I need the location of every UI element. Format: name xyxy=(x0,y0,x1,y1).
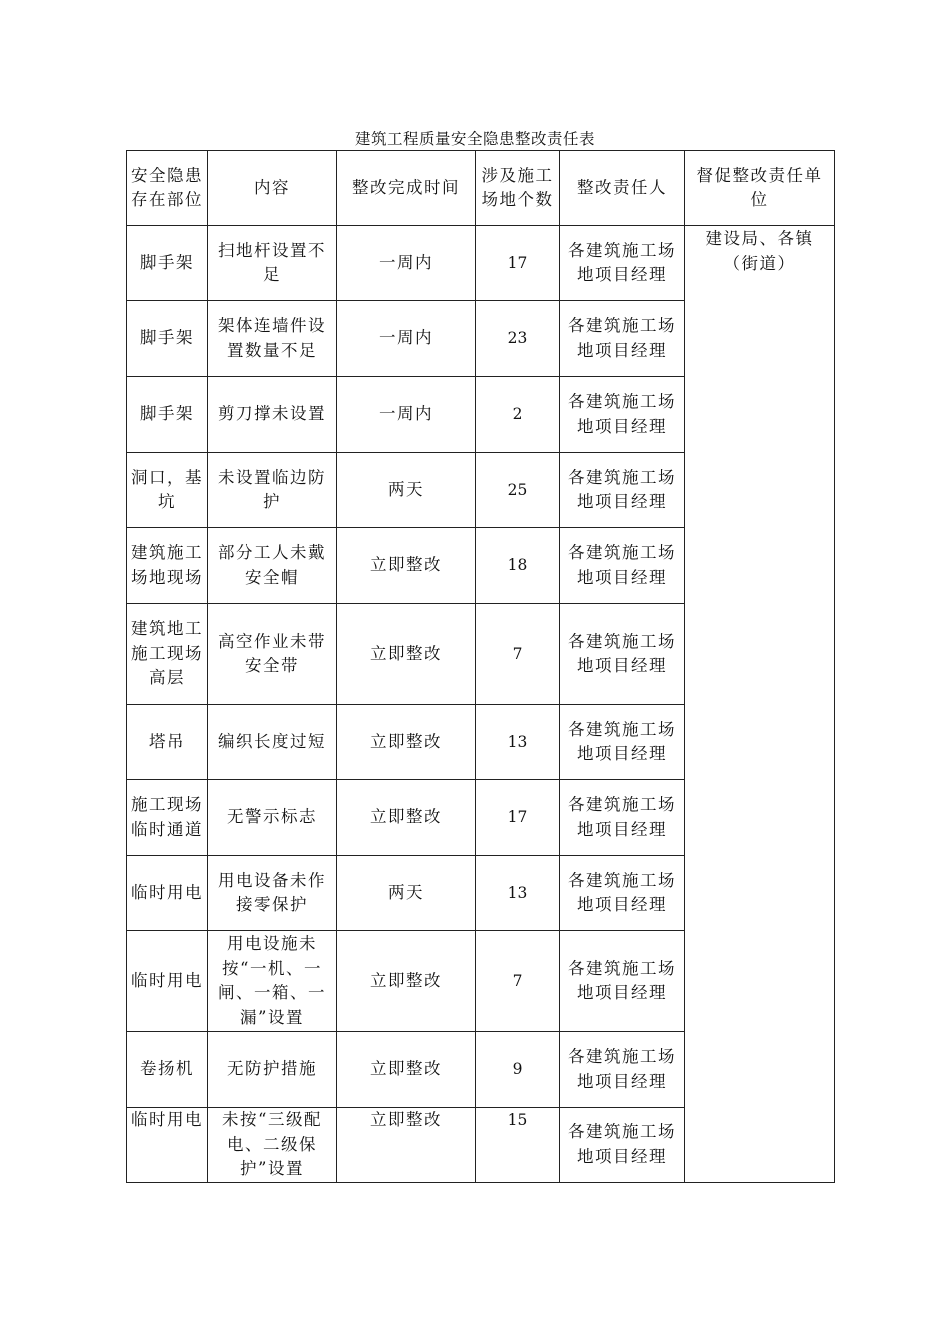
cell-deadline: 一周内 xyxy=(337,226,476,301)
cell-content: 无防护措施 xyxy=(208,1032,337,1108)
cell-site-count: 17 xyxy=(476,780,560,856)
cell-content: 编织长度过短 xyxy=(208,705,337,780)
cell-content: 用电设施未按“一机、一闸、一箱、一漏”设置 xyxy=(208,931,337,1032)
cell-supervising-unit: 建设局、各镇（街道） xyxy=(685,226,835,1183)
table-row xyxy=(127,226,835,301)
cell-location: 脚手架 xyxy=(127,377,208,453)
cell-deadline: 立即整改 xyxy=(337,1108,476,1183)
cell-location: 施工现场临时通道 xyxy=(127,780,208,856)
header-deadline: 整改完成时间 xyxy=(337,151,476,226)
cell-site-count: 18 xyxy=(476,528,560,604)
table-title: 建筑工程质量安全隐患整改责任表 xyxy=(354,130,595,148)
cell-content: 用电设备未作接零保护 xyxy=(208,856,337,931)
cell-content: 部分工人未戴安全帽 xyxy=(208,528,337,604)
cell-deadline: 立即整改 xyxy=(337,528,476,604)
header-supervising-unit: 督促整改责任单位 xyxy=(685,151,835,226)
cell-deadline: 立即整改 xyxy=(337,604,476,705)
cell-responsible: 各建筑施工场地项目经理 xyxy=(560,301,685,377)
cell-location: 建筑地工施工现场高层 xyxy=(127,604,208,705)
cell-deadline: 两天 xyxy=(337,453,476,528)
cell-location: 塔吊 xyxy=(127,705,208,780)
cell-responsible: 各建筑施工场地项目经理 xyxy=(560,705,685,780)
cell-location: 建筑施工场地现场 xyxy=(127,528,208,604)
cell-content: 未设置临边防护 xyxy=(208,453,337,528)
cell-site-count: 15 xyxy=(476,1108,560,1183)
header-site-count: 涉及施工场地个数 xyxy=(476,151,560,226)
cell-location: 脚手架 xyxy=(127,301,208,377)
cell-site-count: 25 xyxy=(476,453,560,528)
cell-responsible: 各建筑施工场地项目经理 xyxy=(560,780,685,856)
cell-deadline: 一周内 xyxy=(337,301,476,377)
cell-location: 临时用电 xyxy=(127,1108,208,1183)
cell-site-count: 2 xyxy=(476,377,560,453)
cell-location: 临时用电 xyxy=(127,931,208,1032)
cell-content: 扫地杆设置不足 xyxy=(208,226,337,301)
cell-site-count: 13 xyxy=(476,856,560,931)
cell-location: 卷扬机 xyxy=(127,1032,208,1108)
cell-responsible: 各建筑施工场地项目经理 xyxy=(560,226,685,301)
cell-deadline: 立即整改 xyxy=(337,780,476,856)
cell-deadline: 立即整改 xyxy=(337,931,476,1032)
cell-responsible: 各建筑施工场地项目经理 xyxy=(560,604,685,705)
cell-content: 架体连墙件设置数量不足 xyxy=(208,301,337,377)
cell-site-count: 23 xyxy=(476,301,560,377)
cell-responsible: 各建筑施工场地项目经理 xyxy=(560,453,685,528)
cell-content: 未按“三级配电、二级保护”设置 xyxy=(208,1108,337,1183)
cell-site-count: 13 xyxy=(476,705,560,780)
cell-deadline: 立即整改 xyxy=(337,705,476,780)
header-row xyxy=(127,151,835,226)
cell-responsible: 各建筑施工场地项目经理 xyxy=(560,931,685,1032)
cell-location: 脚手架 xyxy=(127,226,208,301)
responsibility-table xyxy=(126,150,835,1183)
header-responsible: 整改责任人 xyxy=(560,151,685,226)
cell-site-count: 9 xyxy=(476,1032,560,1108)
header-location: 安全隐患存在部位 xyxy=(127,151,208,226)
cell-content: 剪刀撑未设置 xyxy=(208,377,337,453)
cell-content: 高空作业未带安全带 xyxy=(208,604,337,705)
cell-deadline: 立即整改 xyxy=(337,1032,476,1108)
cell-site-count: 7 xyxy=(476,931,560,1032)
cell-content: 无警示标志 xyxy=(208,780,337,856)
cell-responsible: 各建筑施工场地项目经理 xyxy=(560,1108,685,1183)
cell-responsible: 各建筑施工场地项目经理 xyxy=(560,1032,685,1108)
cell-site-count: 17 xyxy=(476,226,560,301)
cell-deadline: 一周内 xyxy=(337,377,476,453)
cell-responsible: 各建筑施工场地项目经理 xyxy=(560,528,685,604)
cell-site-count: 7 xyxy=(476,604,560,705)
cell-responsible: 各建筑施工场地项目经理 xyxy=(560,377,685,453)
header-content: 内容 xyxy=(208,151,337,226)
cell-location: 临时用电 xyxy=(127,856,208,931)
cell-deadline: 两天 xyxy=(337,856,476,931)
cell-responsible: 各建筑施工场地项目经理 xyxy=(560,856,685,931)
cell-location: 洞口，基坑 xyxy=(127,453,208,528)
